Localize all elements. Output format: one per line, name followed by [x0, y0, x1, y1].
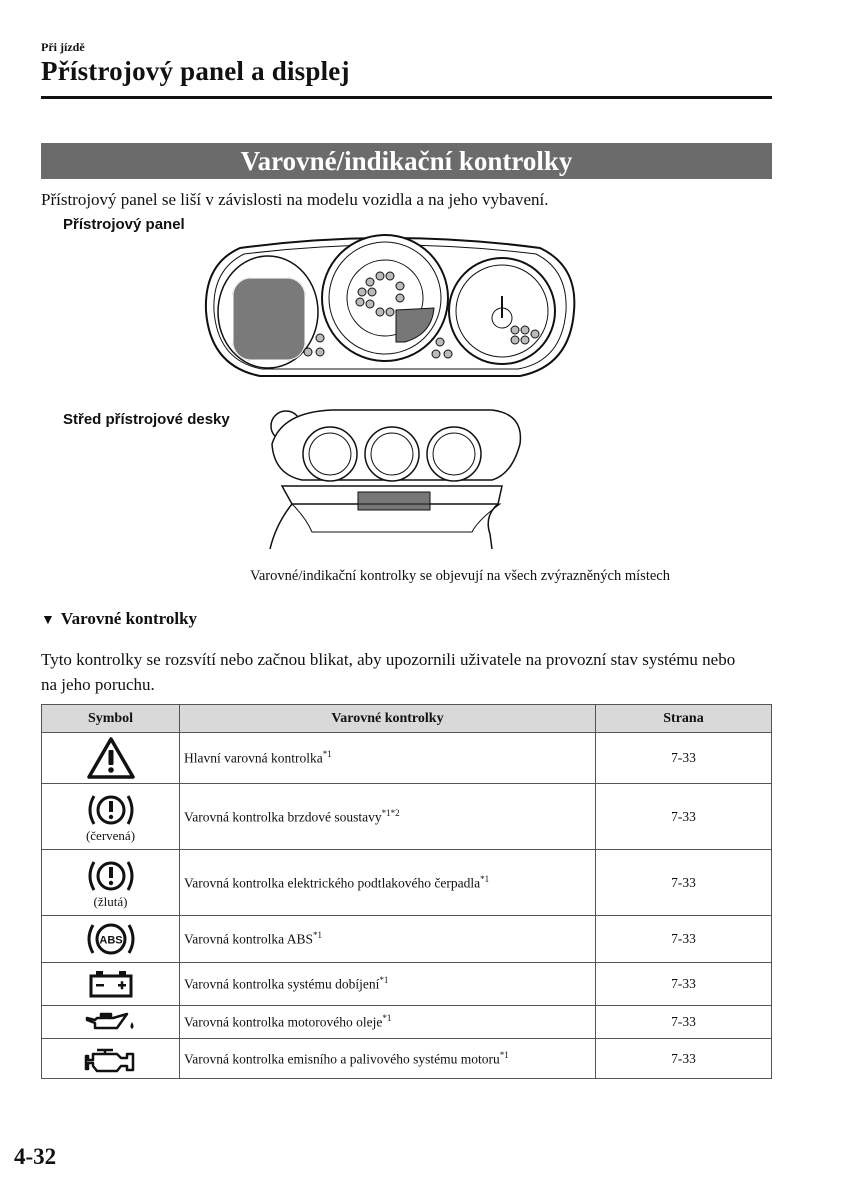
warning-name: Varovná kontrolka elektrického podtlakového čerpadla — [184, 875, 481, 891]
symbol-cell — [42, 963, 180, 1006]
footnote-ref: *1 — [480, 873, 490, 884]
footnote-ref: *1*2 — [381, 807, 400, 818]
warning-lights-table — [41, 704, 772, 1079]
symbol-cell — [42, 850, 180, 916]
table-row — [42, 784, 772, 850]
warning-triangle-icon — [86, 736, 136, 780]
table-row — [42, 1039, 772, 1079]
table-row — [42, 916, 772, 963]
color-sublabel: (červená) — [85, 827, 136, 843]
footnote-ref: *1 — [322, 749, 332, 760]
symbol-cell — [42, 784, 180, 850]
footnote-ref: *1 — [313, 930, 322, 941]
section-heading — [41, 609, 197, 629]
page-ref-cell: 7-33 — [596, 850, 772, 916]
symbol-cell — [42, 1039, 180, 1079]
oil-can-icon — [83, 1010, 139, 1034]
table-row — [42, 733, 772, 784]
section-heading-text: Varovné kontrolky — [60, 609, 198, 628]
symbol-cell — [42, 1006, 180, 1039]
col-page: Strana — [596, 705, 772, 733]
table-header-row — [42, 705, 772, 733]
warning-name-cell — [180, 733, 596, 784]
label-instrument-panel: Přístrojový panel — [63, 216, 185, 233]
section-text: Tyto kontrolky se rozsvítí nebo začnou blikat, aby upozornili uživatele na provozní stav systému nebo na jeho poruchu. — [41, 650, 736, 694]
title-divider — [41, 96, 772, 99]
figure-caption: Varovné/indikační kontrolky se objevují na všech zvýrazněných místech — [250, 568, 670, 584]
page-ref-cell: 7-33 — [596, 916, 772, 963]
warning-name-cell — [180, 784, 596, 850]
warning-name: Varovná kontrolka brzdové soustavy — [184, 809, 382, 825]
abs-icon — [83, 920, 139, 958]
page-ref-cell: 7-33 — [596, 733, 772, 784]
label-center-dash: Střed přístrojové desky — [63, 411, 230, 428]
engine-icon — [83, 1043, 139, 1075]
intro-text: Přístrojový panel se liší v závislosti na modelu vozidla a na jeho vybavení. — [41, 190, 549, 209]
color-sublabel: (žlutá) — [93, 893, 128, 909]
instrument-cluster-illustration — [200, 226, 580, 386]
table-row — [42, 850, 772, 916]
section-banner: Varovné/indikační kontrolky — [41, 143, 772, 179]
warning-name: Varovná kontrolka motorového oleje — [184, 1014, 383, 1030]
battery-icon — [86, 969, 136, 999]
table-row — [42, 963, 772, 1006]
symbol-cell — [42, 916, 180, 963]
brake-warning-icon — [85, 856, 137, 896]
brake-warning-icon — [85, 790, 137, 830]
warning-name-cell — [180, 1039, 596, 1079]
col-symbol: Symbol — [42, 705, 180, 733]
warning-name: Varovná kontrolka emisního a palivového systému motoru — [184, 1051, 500, 1067]
warning-name: Hlavní varovná kontrolka — [184, 750, 323, 766]
warning-name: Varovná kontrolka ABS — [184, 931, 313, 947]
table-row — [42, 1006, 772, 1039]
warning-name-cell — [180, 1006, 596, 1039]
page-ref-cell: 7-33 — [596, 1006, 772, 1039]
footnote-ref: *1 — [499, 1049, 509, 1060]
triangle-bullet-icon: ▼ — [41, 613, 55, 628]
footnote-ref: *1 — [382, 1013, 392, 1024]
warning-name-cell — [180, 916, 596, 963]
symbol-cell — [42, 733, 180, 784]
section-label: Při jízdě — [41, 40, 85, 54]
page-ref-cell: 7-33 — [596, 784, 772, 850]
col-name: Varovné kontrolky — [180, 705, 596, 733]
svg-text:ABS: ABS — [98, 934, 123, 947]
footnote-ref: *1 — [379, 975, 389, 986]
page-number: 4-32 — [14, 1144, 57, 1169]
warning-name-cell — [180, 963, 596, 1006]
page-ref-cell: 7-33 — [596, 1039, 772, 1079]
page-ref-cell: 7-33 — [596, 963, 772, 1006]
center-dash-illustration — [262, 404, 532, 552]
page-title: Přístrojový panel a displej — [41, 56, 350, 86]
warning-name: Varovná kontrolka systému dobíjení — [184, 976, 380, 992]
warning-name-cell — [180, 850, 596, 916]
